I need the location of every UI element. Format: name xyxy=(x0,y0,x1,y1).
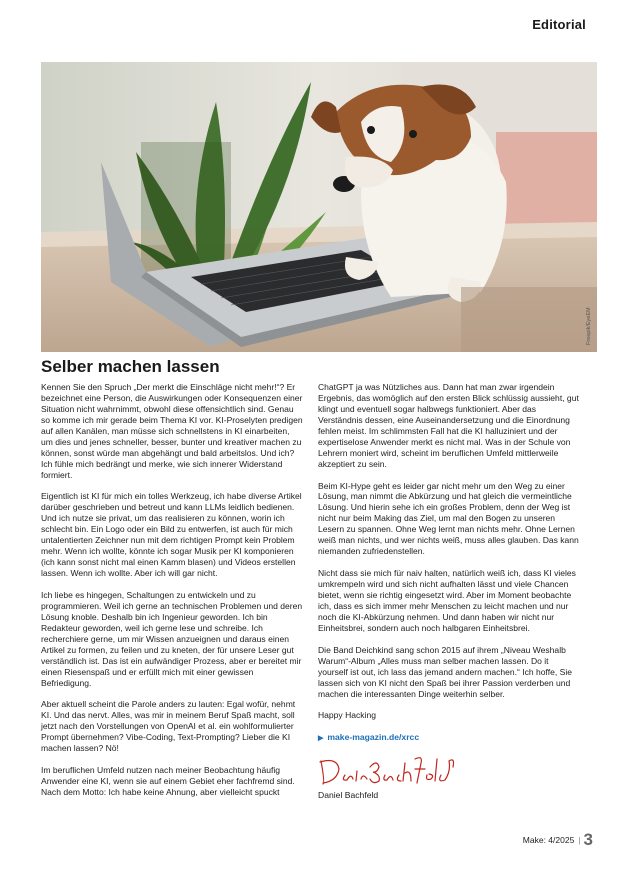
hero-image xyxy=(41,62,597,352)
paragraph: Nicht dass sie mich für naiv halten, natürlich weiß ich, dass KI vieles umkrempeln wird und sich nicht aufhalten lässt und viele Chancen bietet, wenn sie richtig eingesetzt wird. Aber im Moment beobachte ich, dass es sich immer mehr Menschen zu leicht machen und nur noch die KI-Abkürzung nehmen. Und dann haben wir nicht nur Einheitsbrei, sondern auch noch halbgaren Einheitsbrei. xyxy=(318,568,576,633)
paragraph: Beim KI-Hype geht es leider gar nicht mehr um den Weg zu einer Lösung, man nimmt die Abkürzung und hat gleich die vermeintliche Lösung. Und hierin sehe ich ein großes Problem, denn der Weg ist nicht nur beim Making das Ziel, um mal den Bogen zu unseren Lesern zu spannen. Ohne Weg lernt man nichts mehr. Ohne Lernen weiß man nichts, und wer nichts weiß, muss alles glauben. Das kann niemanden zufriedenstellen. xyxy=(318,480,579,557)
paragraph: ChatGPT ja was Nützliches aus. Dann hat man zwar irgendein Ergebnis, das womöglich auf den ersten Blick schlüssig aussieht, gut klingt und eventuell sogar halbwegs funktioniert. Aber das Verständnis dessen, eine Auseinandersetzung und die Einordnung fehlen meist. Im schlimmsten Fall hat die KI halluziniert und der expertiselose Anwender merkt es nicht mal. Was in der Schule von Lehrern moniert wird, scheint im beruflichen Umfeld mittlerweile akzeptiert zu sein. xyxy=(318,382,579,469)
issue-label: Make: 4/2025 xyxy=(522,835,575,845)
photo-credit: Freepik/EyeEM xyxy=(586,307,592,345)
article-link-text[interactable]: make-magazin.de/xrcc xyxy=(327,732,420,743)
page-footer xyxy=(523,830,593,850)
page-number: 3 xyxy=(583,830,593,849)
article-link[interactable] xyxy=(318,732,580,745)
article-title: Selber machen lassen xyxy=(41,357,220,376)
article-column-left xyxy=(41,382,303,809)
paragraph: Aber aktuell scheint die Parole anders zu lauten: Egal wofür, nehmt KI. Und das nervt. Alles, was mir in meinem Beruf Spaß macht, soll jetzt nach den Vorstellungen von OpenAI et al. ein wohlformulierter Prompt übernehmen? Vibe-Coding, Text-Prompting? Lieber die KI machen lassen? Nö! xyxy=(41,699,296,754)
paragraph: Ich liebe es hingegen, Schaltungen zu entwickeln und zu programmieren. Weil ich gerne an technischen Problemen und deren Lösung knoble. Deshalb bin ich Ingenieur geworden. Ich bin Redakteur geworden, weil ich gerne lese und schreibe. Ich recherchiere gerne, um mir Wissen anzueignen und daraus einen Artikel zu formen, zu feilen und zu kneten, der für unsere Leser gut verständlich ist. Das ist ein aufwändiger Prozess, aber er bereitet mir einen Riesenspaß und er erfüllt mich mit einer gewissen Befriedigung. xyxy=(41,589,303,688)
footer-divider: | xyxy=(578,835,581,845)
paragraph: Happy Hacking xyxy=(318,710,376,721)
paragraph: Kennen Sie den Spruch „Der merkt die Einschläge nicht mehr!“? Er bezeichnet eine Person, die Auswirkungen oder Konsequenzen einer Situation nicht wahrnimmt, obwohl diese offensichtlich sind. Genau so komme ich mir gerade beim Thema KI vor. KI-Proselyten predigen auf allen Kanälen, man müsse sich schnellstens in KI einarbeiten, um dies und jenes schneller, besser, bunter und kreativer machen zu können, sonst würde man abgehängt und bald arbeitslos. Und ich? Ich fühle mich bedrängt und merke, wie sich innerer Widerstand formiert. xyxy=(41,382,303,480)
arrow-right-icon: ▶ xyxy=(318,735,324,743)
section-label: Editorial xyxy=(532,17,586,32)
article-column-right xyxy=(318,382,580,756)
paragraph: Im beruflichen Umfeld nutzen nach meiner Beobachtung häufig Anwender eine KI, wenn sie auf einem Gebiet eher fachfremd sind. Nach dem Motto: Ich habe keine Ahnung, aber vielleicht spuckt xyxy=(41,765,295,798)
paragraph: Die Band Deichkind sang schon 2015 auf ihrem „Niveau Weshalb Warum“-Album „Alles muss man selber machen lassen. Do it yourself ist out, ich lass das jemand andern machen.“ Ich hoffe, Sie lassen sich von KI nicht den Spaß bei ihrer Passion verderben und machen die interessanten Dinge weiterhin selber. xyxy=(318,644,573,699)
dog-with-laptop-photo xyxy=(41,62,597,352)
author-name: Daniel Bachfeld xyxy=(318,790,379,800)
paragraph: Eigentlich ist KI für mich ein tolles Werkzeug, ich habe diverse Artikel darüber geschrieben und betreut und kann LLMs leidlich bedienen. Und ich nutze sie privat, um das realisieren zu können, worin ich schlecht bin. Ein Logo oder ein Bild zu entwerfen, ist auch für mich untalentierten Zeichner nun mit dem richtigen Prompt kein Problem mehr. Wenn ich wollte, könnte ich sogar Musik per KI komponieren (ich kann sonst nicht mal einen Kamm blasen) und Videos erstellen lassen. Wenn ich wollte. Aber ich will gar nicht. xyxy=(41,491,302,579)
handwritten-signature xyxy=(315,753,455,789)
